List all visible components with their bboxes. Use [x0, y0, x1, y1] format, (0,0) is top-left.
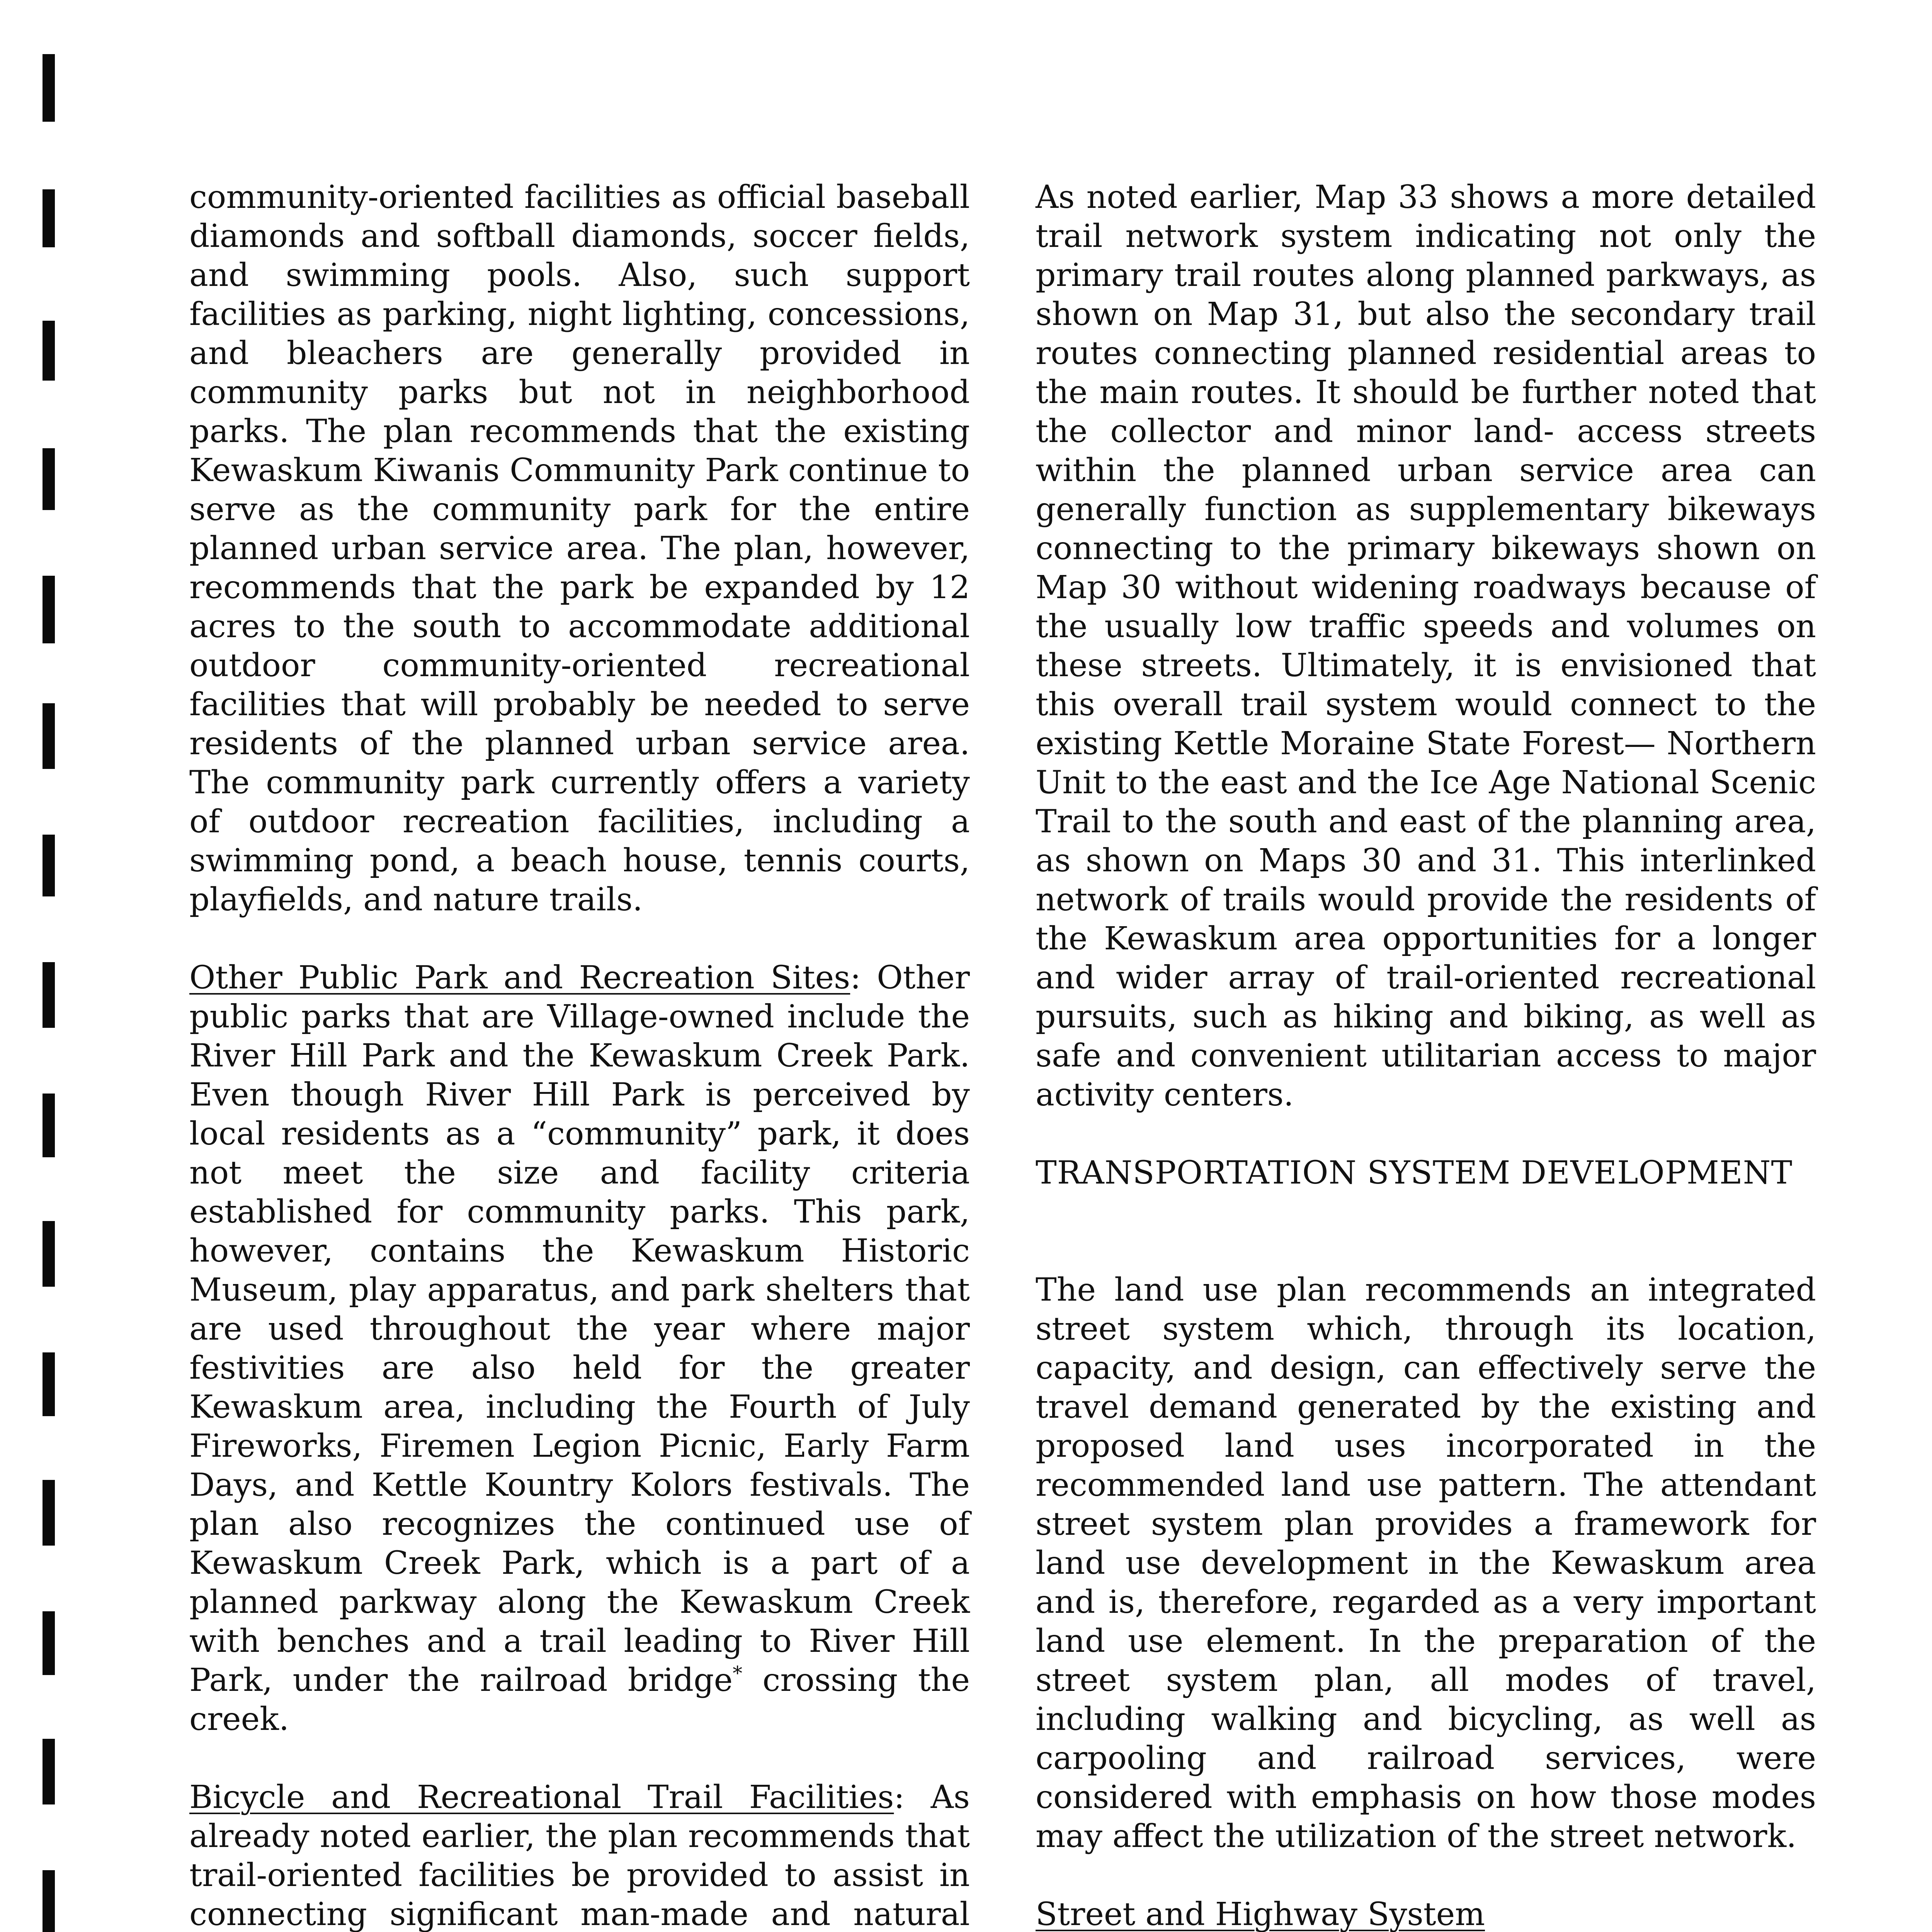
heading-bicycle-trails: Bicycle and Recreational Trail Facilities	[189, 1779, 894, 1816]
binding-mark	[43, 1739, 55, 1804]
paragraph-other-public-parks	[189, 958, 970, 1739]
paragraph-street-highway	[1036, 1895, 1816, 1932]
paragraph-community-park: community-oriented facilities as official baseball diamonds and softball diamonds, soccer fields, and swimming pools. Also, such support facilities as parking, night lighting, concessions, and bleachers are generally provided in community parks but not in neighborhood parks. The plan recommends that the existing Kewaskum Kiwanis Community Park continue to serve as the community park for the entire planned urban service area. The plan, however, recommends that the park be expanded by 12 acres to the south to accommodate additional outdoor community-oriented recreational facilities that will probably be needed to serve residents of the planned urban service area. The community park currently offers a variety of outdoor recreation facilities, including a swimming pond, a beach house, tennis courts, playfields, and nature trails.	[189, 179, 970, 918]
binding-mark	[43, 1480, 55, 1546]
paragraph-trail-network: As noted earlier, Map 33 shows a more detailed trail network system indicating not only the primary trail routes along planned parkways, as shown on Map 31, but also the secondary trail routes connecting planned residential areas to the main routes. It should be further noted that the collector and minor land- access streets within the planned urban service area can generally function as supplementary bikeways connecting to the primary bikeways shown on Map 30 without widening roadways because of the usually low traffic speeds and volumes on these streets. Ultimately, it is envisioned that this overall trail system would connect to the existing Kettle Moraine State Forest— Northern Unit to the east and the Ice Age National Scenic Trail to the south and east of the planning area, as shown on Maps 30 and 31. This interlinked network of trails would provide the residents of the Kewaskum area opportunities for a longer and wider array of trail-oriented recreational pursuits, such as hiking and biking, as well as safe and convenient utilitarian access to major activity centers.	[1036, 179, 1816, 1113]
left-column	[189, 178, 970, 1932]
binding-mark	[43, 1094, 55, 1157]
binding-mark	[43, 448, 55, 510]
paragraph-street-system: The land use plan recommends an integrated street system which, through its location, capacity, and design, can effectively serve the travel demand generated by the existing and proposed land uses incorporated in the recommended land use pattern. The attendant street system plan provides a framework for land use development in the Kewaskum area and is, therefore, regarded as a very important land use element. In the preparation of the street system plan, all modes of travel, including walking and bicycling, as well as carpooling and railroad services, were considered with emphasis on how those modes may affect the utilization of the street network.	[1036, 1272, 1816, 1855]
section-heading-transportation: TRANSPORTATION SYSTEM DEVELOPMENT	[1036, 1155, 1793, 1191]
right-column	[1036, 178, 1816, 1932]
binding-mark	[43, 321, 55, 381]
binding-mark	[43, 54, 55, 122]
paragraph-other-public-parks-body: : Other public parks that are Village-owned include the River Hill Park and the Kewaskum Creek Park. Even though River Hill Park is perceived by local residents as a “community” park, it does not meet the size and facility criteria established for community parks. This park, however, contains the Kewaskum Historic Museum, play apparatus, and park shelters that are used throughout the year where major festivities are also held for the greater Kewaskum area, including the Fourth of July Fireworks, Firemen Legion Picnic, Early Farm Days, and Kettle Kountry Kolors festivals. The plan also recognizes the continued use of Kewaskum Creek Park, which is a part of a planned parkway along the Kewaskum Creek with benches and a trail leading to River Hill Park, under the railroad bridge	[189, 959, 970, 1699]
binding-marks	[43, 0, 58, 1932]
footnote-mark: *	[733, 1662, 743, 1685]
binding-mark	[43, 1352, 55, 1416]
heading-other-public-parks: Other Public Park and Recreation Sites	[189, 959, 850, 996]
binding-mark	[43, 576, 55, 643]
binding-mark	[43, 1611, 55, 1675]
binding-mark	[43, 962, 55, 1028]
binding-mark	[43, 703, 55, 769]
subheading-street-highway: Street and Highway System	[1036, 1896, 1485, 1932]
binding-mark	[43, 189, 55, 247]
binding-mark	[43, 835, 55, 896]
binding-mark	[43, 1870, 55, 1932]
paragraph-bicycle-trails	[189, 1778, 970, 1932]
paragraph-bicycle-trails-body: : As already noted earlier, the plan recommends that trail-oriented facilities be provided to assist in connecting significant man-made and natural	[189, 1779, 970, 1932]
binding-mark	[43, 1221, 55, 1287]
paragraph-other-public-parks-end: crossing the creek.	[189, 1662, 970, 1738]
